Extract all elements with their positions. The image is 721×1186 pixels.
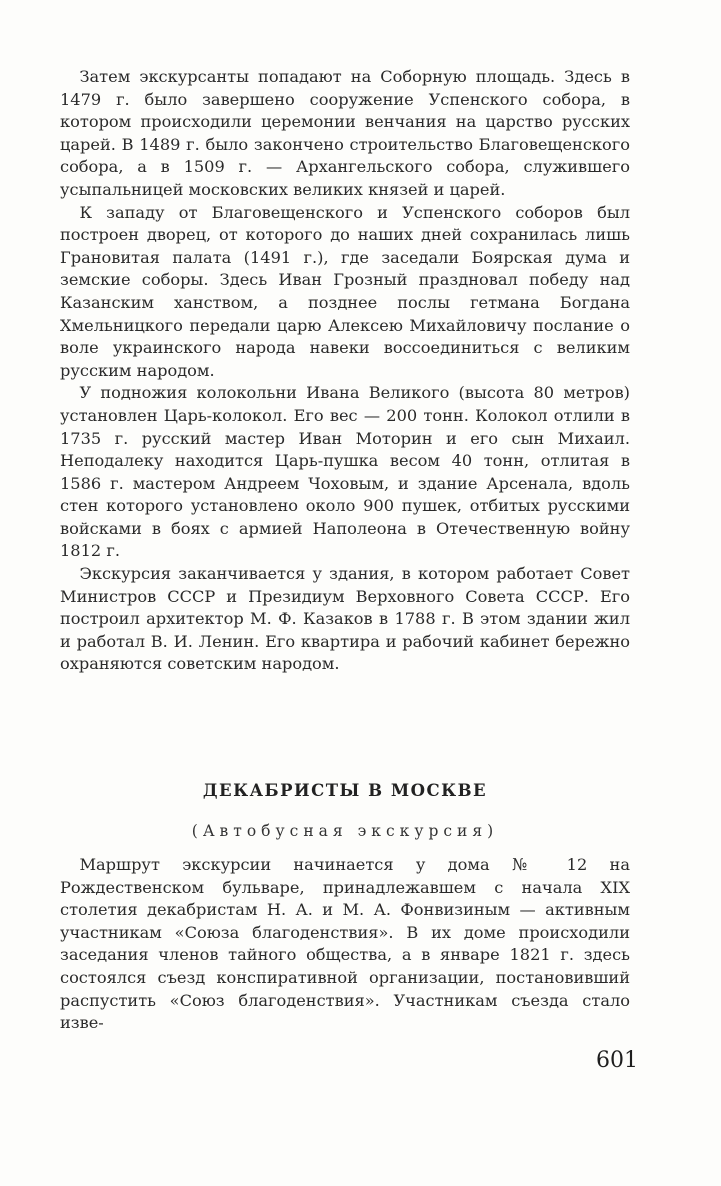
- paragraph-tsar-bell: У подножия колокольни Ивана Великого (высота 80 метров) установлен Царь-колокол. Его вес — 200 тонн. Колокол отлили в 1735 г. русский мастер Иван Моторин и его сын Михаил. Неподалеку находится Царь-пушка весом 40 тонн, отлитая в 1586 г. мастером Андреем Чоховым, и здание Арсенала, вдоль стен которого установлено около 900 пушек, отбитых русскими войсками в боях с армией Наполеона в Отечественную войну 1812 г.: [60, 383, 630, 561]
- body-text-top: [60, 66, 630, 676]
- page-number: 601: [596, 1048, 638, 1073]
- paragraph-route-start: Маршрут экскурсии начинается у дома № 12 на Рождественском бульваре, принадлежавшем с начала XIX столетия декабристам Н. А. и М. А. Фонвизиным — активным участникам «Союза благоденствия». В их доме происходили заседания членов тайного общества, а в январе 1821 г. здесь состоялся съезд конспиративной организации, постановивший распустить «Союз благоденствия». Участникам съезда стало изве-: [60, 855, 630, 1033]
- paragraph-sobornaya-square: Затем экскурсанты попадают на Соборную площадь. Здесь в 1479 г. было завершено сооружение Успенского собора, в котором происходили церемонии венчания на царство русских царей. В 1489 г. было закончено строительство Благовещенского собора, а в 1509 г. — Архангельского собора, служившего усыпальницей московских великих князей и царей.: [60, 67, 630, 199]
- body-text-bottom: [60, 854, 630, 1035]
- paragraph-council-building: Экскурсия заканчивается у здания, в котором работает Совет Министров СССР и Президиум Верховного Совета СССР. Его построил архитектор М. Ф. Казаков в 1788 г. В этом здании жил и работал В. И. Ленин. Его квартира и рабочий кабинет бережно охраняются советским народом.: [60, 564, 630, 674]
- section-subtitle: (Автобусная экскурсия): [191, 822, 499, 840]
- section-title: ДЕКАБРИСТЫ В МОСКВЕ: [202, 781, 488, 800]
- paragraph-granovitaya-palata: К западу от Благовещенского и Успенского соборов был построен дворец, от которого до наших дней сохранилась лишь Грановитая палата (1491 г.), где заседали Боярская дума и земские соборы. Здесь Иван Грозный праздновал победу над Казанским ханством, а позднее послы гетмана Богдана Хмельницкого передали царю Алексею Михайловичу послание о воле украинского народа навеки воссоединиться с великим русским народом.: [60, 202, 630, 380]
